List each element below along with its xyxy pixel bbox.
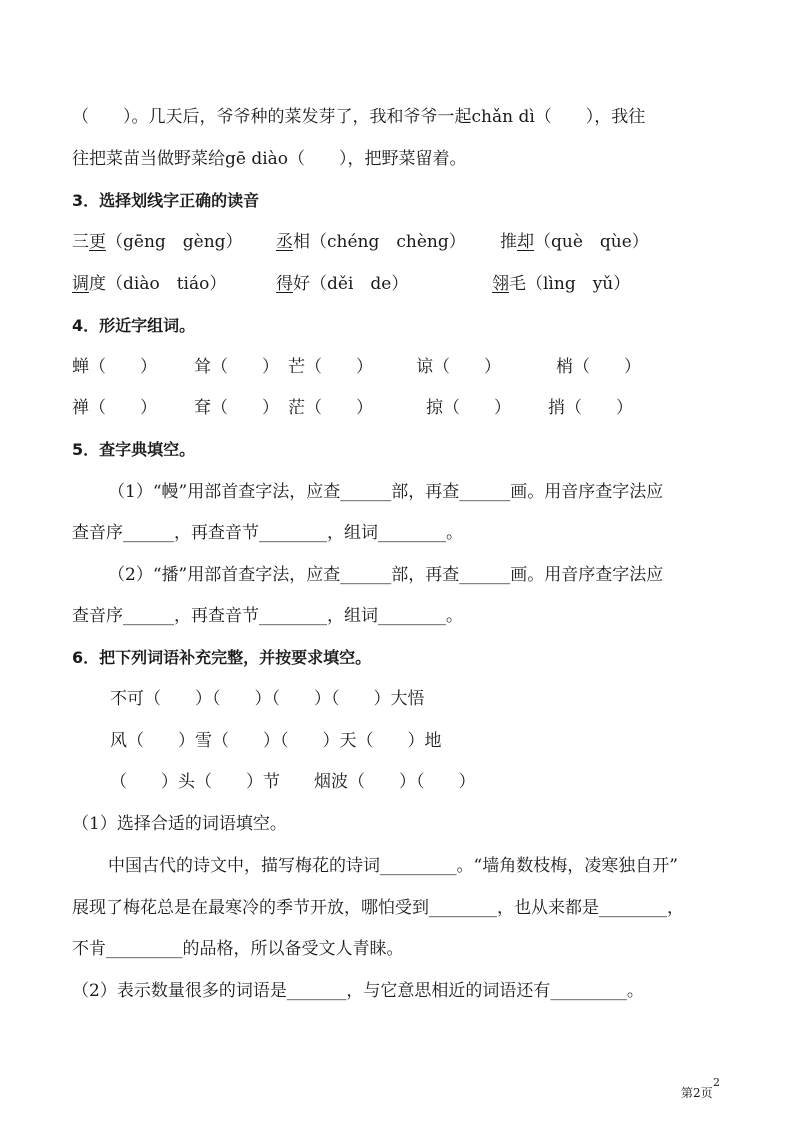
q4-row2-item: 茫（ ） [288,398,373,418]
fill-line-2: 往把菜苗当做野菜给gē diào（ ），把野菜留着。 [72,149,467,169]
q6-idiom-line-1: 不可（ ）（ ）（ ）（ ）大悟 [110,689,425,709]
q6-idiom-line-3: （ ）头（ ）节 烟波（ ）（ ） [110,772,476,792]
underlined-char: 得 [276,274,293,294]
underlined-char: 丞 [276,232,293,252]
underlined-char: 更 [89,232,106,252]
q4-row1-item: 芒（ ） [288,357,373,377]
q6-sub2: （2）表示数量很多的词语是_______，与它意思相近的词语还有_________。 [72,981,644,1001]
underlined-char: 却 [517,232,534,252]
q5-item1-line2: 查音序______，再查音节________，组词________。 [72,523,463,543]
q3-item-5: 得好（děi de） [276,274,409,294]
q6-idiom-line-2: 风（ ）雪（ ）（ ）天（ ）地 [110,731,442,751]
q3-item-2: 丞相（chéng chèng） [276,232,466,252]
q5-item2-line1: （2）“播”用部首查字法，应查______部，再查______画。用音序查字法应 [108,565,664,585]
q5-item1-line1: （1）“幔”用部首查字法，应查______部，再查______画。用音序查字法应 [108,482,664,502]
underlined-char: 调 [72,274,89,294]
q3-item-1: 三更（gēng gèng） [72,232,243,252]
q3-item-3: 推却（què qùe） [500,232,649,252]
q4-row1-item: 谅（ ） [416,357,501,377]
q4-row2-item: 捎（ ） [548,398,633,418]
q4-row2-item: 耷（ ） [194,398,279,418]
q6-title: 6．把下列词语补充完整，并按要求填空。 [72,648,372,667]
q4-row2-item: 禅（ ） [72,398,157,418]
q4-row2-item: 掠（ ） [426,398,511,418]
q3-title: 3．选择划线字正确的读音 [72,191,260,210]
q6-para-line-2: 展现了梅花总是在最寒冷的季节开放，哪怕受到________，也从来都是________， [72,898,684,918]
fill-line-1: （ ）。几天后，爷爷种的菜发芽了，我和爷爷一起chǎn dì（ ），我往 [72,107,646,127]
q3-item-6: 翎毛（lìng yǔ） [492,274,631,294]
page-label: 第2页 [681,1086,713,1100]
q5-item2-line2: 查音序______，再查音节________，组词________。 [72,606,463,626]
q6-para-line-3: 不肯_________的品格，所以备受文人青睐。 [72,939,404,959]
q4-row1-item: 梢（ ） [556,357,641,377]
page-number: 2 [713,1076,720,1089]
underlined-char: 翎 [492,274,509,294]
q4-row1-item: 蝉（ ） [72,357,157,377]
q6-sub1: （1）选择合适的词语填空。 [72,814,287,834]
q4-row1-item: 耸（ ） [194,357,279,377]
q4-title: 4．形近字组词。 [72,316,196,335]
q5-title: 5．查字典填空。 [72,440,196,459]
q6-para-line-1: 中国古代的诗文中，描写梅花的诗词_________。“墙角数枝梅，凌寒独自开” [108,856,678,876]
q3-item-4: 调度（diào tiáo） [72,274,227,294]
